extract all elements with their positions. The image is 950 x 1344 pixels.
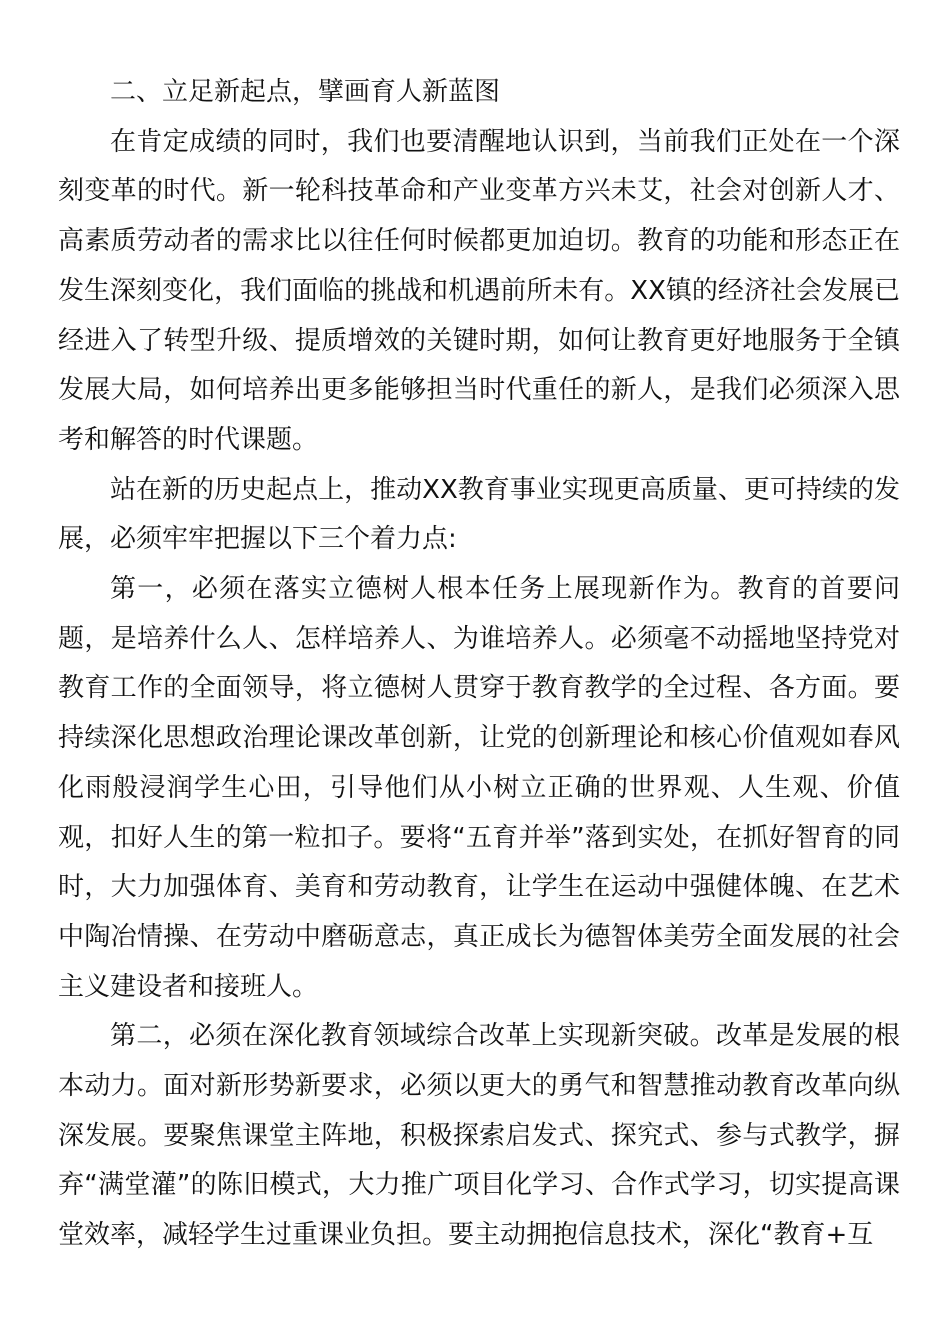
paragraph-second-point: 第二，必须在深化教育领域综合改革上实现新突破。改革是发展的根本动力。面对新形势新要求，必须以更大的勇气和智慧推动教育改革向纵深发展。要聚焦课堂主阵地，积极探索启发式、探究式、参与式教学，摒弃“满堂灌”的陈旧模式，大力推广项目化学习、合作式学习，切实提高课堂效率，减轻学生过重课业负担。要主动拥抱信息技术，深化“教育+互 [58, 1021, 900, 1251]
paragraph-challenges: 在肯定成绩的同时，我们也要清醒地认识到，当前我们正处在一个深刻变革的时代。新一轮科技革命和产业变革方兴未艾，社会对创新人才、高素质劳动者的需求比以往任何时候都更加迫切。教育的功能和形态正在发生深刻变化，我们面临的挑战和机遇前所未有。XX镇的经济社会发展已经进入了转型升级、提质增效的关键时期，如何让教育更好地服务于全镇发展大局，如何培养出更多能够担当时代重任的新人，是我们必须深入思考和解答的时代课题。 [58, 126, 900, 455]
document-page [58, 68, 900, 1261]
paragraph-starting-point: 站在新的历史起点上，推动XX教育事业实现更高质量、更可持续的发展，必须牢牢把握以下三个着力点: [58, 474, 900, 555]
section-heading: 二、立足新起点，擘画育人新蓝图 [110, 77, 501, 107]
paragraph-first-point: 第一，必须在落实立德树人根本任务上展现新作为。教育的首要问题，是培养什么人、怎样培养人、为谁培养人。必须毫不动摇地坚持党对教育工作的全面领导，将立德树人贯穿于教育教学的全过程、各方面。要持续深化思想政治理论课改革创新，让党的创新理论和核心价值观如春风化雨般浸润学生心田，引导他们从小树立正确的世界观、人生观、价值观，扣好人生的第一粒扣子。要将“五育并举”落到实处，在抓好智育的同时，大力加强体育、美育和劳动教育，让学生在运动中强健体魄、在艺术中陶冶情操、在劳动中磨砺意志，真正成长为德智体美劳全面发展的社会主义建设者和接班人。 [58, 574, 900, 1002]
